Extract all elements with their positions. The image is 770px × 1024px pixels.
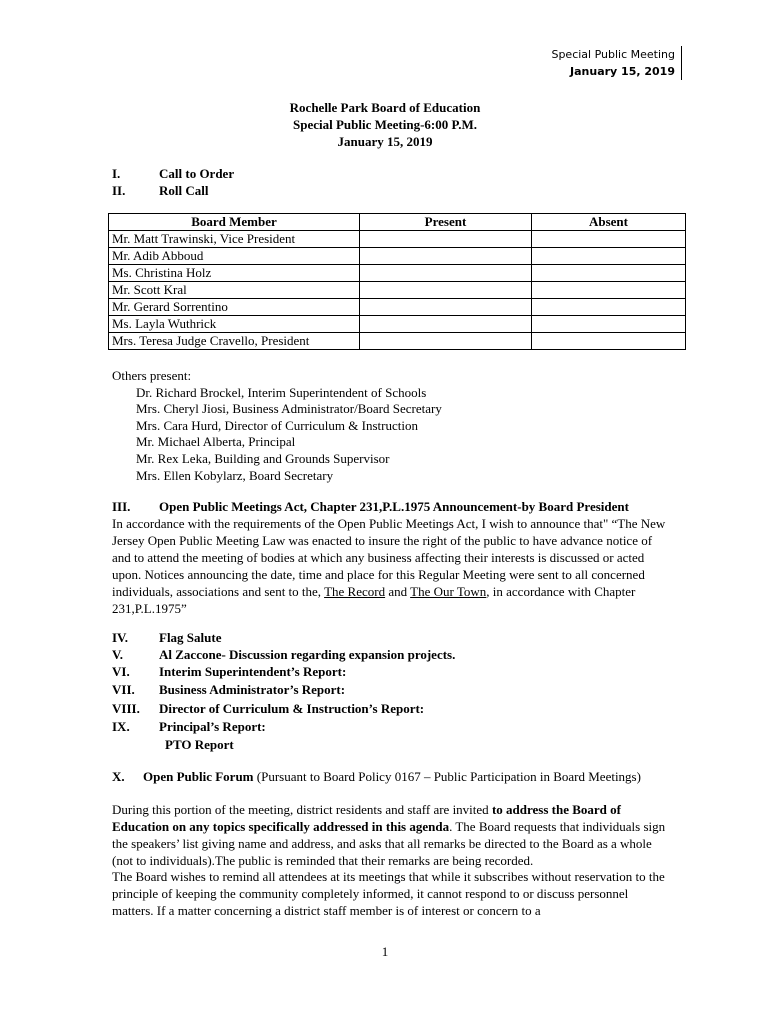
- forum-paragraph-1: During this portion of the meeting, district residents and staff are invited to address the Board of Education on any topics specifically addressed in this agenda. The Board requests that individuals sign the speakers’ list giving name and address, and asks that all remarks be directed to the Board as a whole (not to individuals).The public is reminded that their remarks are being recorded.: [112, 802, 666, 868]
- column-header-present: Present: [360, 214, 532, 231]
- agenda-item-call-to-order: I. Call to Order: [112, 166, 235, 181]
- header-date: January 15, 2019: [570, 65, 675, 78]
- agenda-item-zaccone: V. Al Zaccone- Discussion regarding expansion projects.: [112, 647, 456, 662]
- others-person: Mrs. Cara Hurd, Director of Curriculum & Instruction: [136, 417, 418, 433]
- forum-paragraph-2: The Board wishes to remind all attendees at its meetings that while it subscribes without reservation to the principle of keeping the community completely informed, it cannot respond to or discuss personnel matters. If a matter concerning a district staff member is of interest or concern to a: [112, 869, 665, 918]
- others-person: Mrs. Cheryl Jiosi, Business Administrator/Board Secretary: [136, 401, 442, 417]
- title-date: January 15, 2019: [337, 134, 433, 149]
- agenda-item-flag-salute: IV. Flag Salute: [112, 630, 222, 645]
- pto-report: PTO Report: [165, 737, 234, 752]
- column-header-board-member: Board Member: [109, 214, 360, 231]
- present-cell: [360, 231, 532, 248]
- others-person: Mrs. Ellen Kobylarz, Board Secretary: [136, 467, 334, 483]
- others-present: [112, 368, 442, 484]
- member-name: Mr. Gerard Sorrentino: [109, 299, 360, 316]
- table-header-row: [109, 214, 686, 231]
- agenda-item-public-forum: X. Open Public Forum (Pursuant to Board Policy 0167 – Public Participation in Board Meetings): [112, 769, 641, 784]
- column-header-absent: Absent: [532, 214, 686, 231]
- member-name: Mrs. Teresa Judge Cravello, President: [109, 333, 360, 350]
- agenda-item-opma: III. Open Public Meetings Act, Chapter 231,P.L.1975 Announcement-by Board President: [112, 499, 629, 514]
- newspaper-the-record: The Record: [324, 584, 386, 599]
- agenda-item-principal-report: IX. Principal’s Report:: [112, 719, 266, 734]
- agenda-item-superintendent-report: VI. Interim Superintendent’s Report:: [112, 664, 347, 679]
- header-meeting: Special Public Meeting: [551, 48, 675, 61]
- absent-cell: [532, 333, 686, 350]
- opma-statement: In accordance with the requirements of the Open Public Meetings Act, I wish to announce that" “The New Jersey Open Public Meeting Law was enacted to insure the right of the public to have advance notice of and to attend the meeting of bodies at which any business affecting their interests is discussed or acted upon. Notices announcing the date, time and place for this Regular Meeting were sent to all concerned individuals, associations and sent to the, The Record and The Our Town, in accordance with Chapter 231,P.L.1975”: [112, 516, 666, 616]
- member-name: Ms. Layla Wuthrick: [109, 316, 360, 333]
- absent-cell: [532, 231, 686, 248]
- others-label: Others present:: [112, 368, 192, 383]
- member-name: Mr. Adib Abboud: [109, 248, 360, 265]
- page-number: 1: [381, 944, 389, 959]
- table-row: [109, 299, 686, 316]
- others-person: Dr. Richard Brockel, Interim Superintendent of Schools: [136, 384, 427, 400]
- title-meeting: Special Public Meeting-6:00 P.M.: [292, 117, 478, 132]
- table-row: [109, 265, 686, 282]
- title-org: Rochelle Park Board of Education: [289, 100, 481, 115]
- present-cell: [360, 248, 532, 265]
- absent-cell: [532, 299, 686, 316]
- table-row: [109, 282, 686, 299]
- absent-cell: [532, 265, 686, 282]
- table-row: [109, 231, 686, 248]
- member-name: Mr. Matt Trawinski, Vice President: [109, 231, 360, 248]
- absent-cell: [532, 282, 686, 299]
- table-row: [109, 333, 686, 350]
- agenda-item-business-admin-report: VII. Business Administrator’s Report:: [112, 682, 346, 697]
- present-cell: [360, 265, 532, 282]
- roll-call-table: [108, 213, 686, 350]
- agenda-item-roll-call: II. Roll Call: [112, 183, 209, 198]
- member-name: Ms. Christina Holz: [109, 265, 360, 282]
- present-cell: [360, 282, 532, 299]
- agenda-item-curriculum-report: VIII. Director of Curriculum & Instruction’s Report:: [112, 701, 425, 716]
- running-header: [551, 46, 682, 80]
- absent-cell: [532, 316, 686, 333]
- forum-heading: Open Public Forum: [143, 769, 254, 784]
- document-title: [0, 99, 770, 150]
- others-person: Mr. Michael Alberta, Principal: [136, 434, 296, 450]
- present-cell: [360, 333, 532, 350]
- newspaper-the-our-town: The Our Town: [410, 584, 487, 599]
- present-cell: [360, 316, 532, 333]
- member-name: Mr. Scott Kral: [109, 282, 360, 299]
- absent-cell: [532, 248, 686, 265]
- others-person: Mr. Rex Leka, Building and Grounds Supervisor: [136, 450, 390, 466]
- table-row: [109, 248, 686, 265]
- table-row: [109, 316, 686, 333]
- present-cell: [360, 299, 532, 316]
